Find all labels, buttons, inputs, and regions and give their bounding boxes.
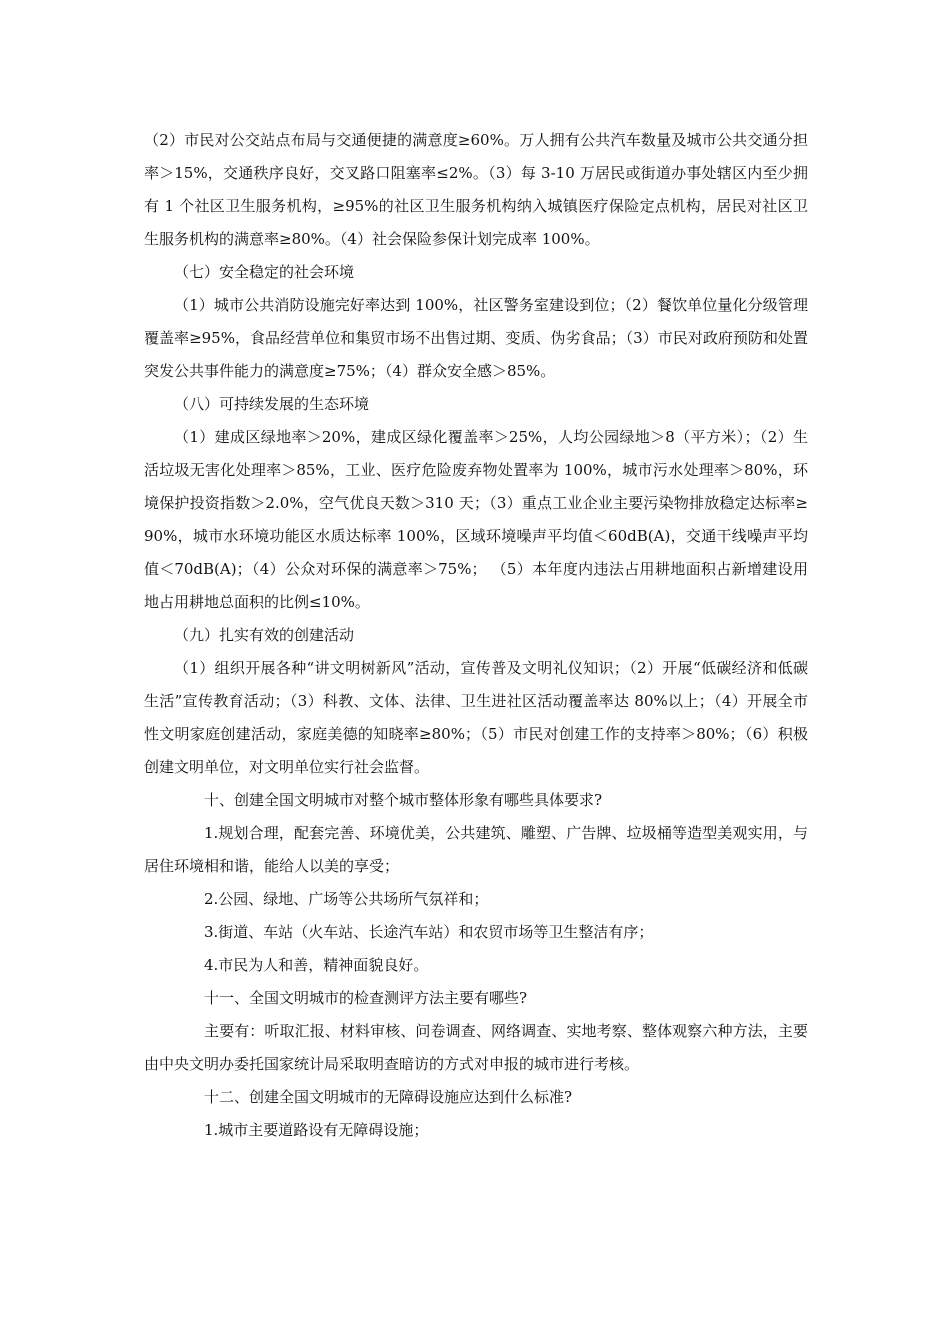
heading-safety-environment: （七）安全稳定的社会环境: [174, 263, 355, 281]
document-body: [144, 124, 808, 1147]
answer-ten-item-1: 1.规划合理，配套完善、环境优美，公共建筑、雕塑、广告牌、垃圾桶等造型美观实用，与居住环境相和谐，能给人以美的享受；: [144, 824, 808, 875]
answer-eleven: 主要有：听取汇报、材料审核、问卷调查、网络调查、实地考察、整体观察六种方法，主要由中央文明办委托国家统计局采取明查暗访的方式对申报的城市进行考核。: [144, 1022, 808, 1073]
heading-ecology: （八）可持续发展的生态环境: [174, 395, 370, 413]
answer-ten-item-4: 4.市民为人和善，精神面貌良好。: [204, 956, 429, 974]
answer-ten-item-3: 3.街道、车站（火车站、长途汽车站）和农贸市场等卫生整洁有序；: [204, 923, 654, 941]
paragraph-ecology-items: （1）建成区绿地率＞20%，建成区绿化覆盖率＞25%，人均公园绿地＞8（平方米）；（2）生活垃圾无害化处理率＞85%，工业、医疗危险废弃物处置率为 100%，城市污水处理率＞80%，环境保护投资指数＞2.0%，空气优良天数＞310 天；（3）重点工业企业主要污染物排放稳定达标率≥90%，城市水环境功能区水质达标率 100%，区域环境噪声平均值＜60dB(A)，交通干线噪声平均值＜70dB(A)；（4）公众对环保的满意率＞75%； （5）本年度内违法占用耕地面积占新增建设用地占用耕地总面积的比例≤10%。: [144, 428, 808, 611]
paragraph-safety-items: （1）城市公共消防设施完好率达到 100%，社区警务室建设到位；（2）餐饮单位量化分级管理覆盖率≥95%，食品经营单位和集贸市场不出售过期、变质、伪劣食品；（3）市民对政府预防和处置突发公共事件能力的满意度≥75%；（4）群众安全感＞85%。: [144, 296, 808, 380]
paragraph-transport-health: （2）市民对公交站点布局与交通便捷的满意度≥60%。万人拥有公共汽车数量及城市公共交通分担率＞15%，交通秩序良好，交叉路口阻塞率≤2%。（3）每 3-10 万居民或街道办事处辖区内至少拥有 1 个社区卫生服务机构，≥95%的社区卫生服务机构纳入城镇医疗保险定点机构，居民对社区卫生服务机构的满意率≥80%。（4）社会保险参保计划完成率 100%。: [144, 131, 808, 248]
question-ten: 十、创建全国文明城市对整个城市整体形象有哪些具体要求?: [204, 791, 603, 809]
heading-creation-activities: （九）扎实有效的创建活动: [174, 626, 355, 644]
question-twelve: 十二、创建全国文明城市的无障碍设施应达到什么标准?: [204, 1088, 573, 1106]
paragraph-activities-items: （1）组织开展各种“讲文明树新风”活动，宣传普及文明礼仪知识；（2）开展“低碳经济和低碳生活”宣传教育活动；（3）科教、文体、法律、卫生进社区活动覆盖率达 80%以上；（4）开展全市性文明家庭创建活动，家庭美德的知晓率≥80%；（5）市民对创建工作的支持率＞80%；（6）积极创建文明单位，对文明单位实行社会监督。: [144, 659, 808, 776]
answer-twelve-item-1: 1.城市主要道路设有无障碍设施；: [204, 1121, 429, 1139]
answer-ten-item-2: 2.公园、绿地、广场等公共场所气氛祥和；: [204, 890, 489, 908]
question-eleven: 十一、全国文明城市的检查测评方法主要有哪些?: [204, 989, 528, 1007]
